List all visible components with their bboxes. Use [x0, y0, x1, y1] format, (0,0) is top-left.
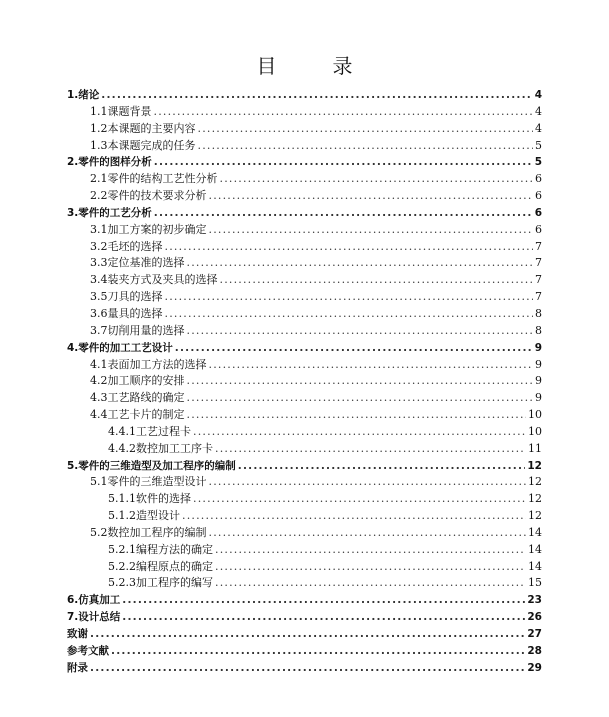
toc-entry[interactable] — [67, 87, 542, 104]
dot-leader — [209, 188, 534, 205]
toc-entry-page-number: 28 — [527, 644, 542, 657]
dot-leader — [122, 592, 525, 609]
toc-entry-label: 7.设计总结 — [67, 611, 121, 624]
toc-entry-page-number: 9 — [535, 357, 542, 371]
toc-entry-page-number: 7 — [535, 273, 542, 287]
toc-entry-label: 1.1课题背景 — [90, 104, 152, 118]
toc-entry-page-number: 4 — [535, 121, 542, 135]
toc-entry[interactable] — [67, 542, 542, 559]
dot-leader — [215, 575, 526, 592]
toc-entry-page-number: 15 — [528, 576, 542, 590]
toc-entry-page-number: 12 — [528, 475, 542, 489]
toc-entry[interactable] — [67, 171, 542, 188]
toc-entry-label: 3.6量具的选择 — [90, 306, 163, 320]
toc-entry[interactable] — [67, 424, 542, 441]
toc-entry[interactable] — [67, 660, 542, 677]
toc-entry-label: 5.2.3加工程序的编写 — [108, 576, 213, 590]
toc-entry-label: 3.2毛坯的选择 — [90, 239, 163, 253]
toc-entry[interactable] — [67, 121, 542, 138]
toc-entry-label: 3.零件的工艺分析 — [67, 206, 152, 219]
toc-entry[interactable] — [67, 154, 542, 171]
dot-leader — [165, 239, 534, 256]
toc-entry-page-number: 14 — [528, 559, 542, 573]
toc-entry[interactable] — [67, 239, 542, 256]
toc-entry-label: 1.2本课题的主要内容 — [90, 121, 196, 135]
toc-entry-label: 2.1零件的结构工艺性分析 — [90, 172, 218, 186]
toc-entry[interactable] — [67, 592, 542, 609]
dot-leader — [198, 138, 534, 155]
dot-leader — [175, 340, 533, 357]
dot-leader — [154, 104, 534, 121]
toc-entry[interactable] — [67, 306, 542, 323]
toc-entry[interactable] — [67, 575, 542, 592]
toc-entry-label: 4.2加工顺序的安排 — [90, 374, 185, 388]
toc-entry-label: 5.2数控加工程序的编制 — [90, 525, 207, 539]
toc-entry[interactable] — [67, 255, 542, 272]
toc-entry-label: 3.7切削用量的选择 — [90, 323, 185, 337]
dot-leader — [209, 357, 534, 374]
toc-entry-label: 2.零件的图样分析 — [67, 156, 152, 169]
toc-entry-page-number: 9 — [535, 374, 542, 388]
toc-entry-label: 5.2.1编程方法的确定 — [108, 542, 213, 556]
toc-entry-label: 3.4装夹方式及夹具的选择 — [90, 273, 218, 287]
toc-entry-page-number: 5 — [535, 138, 542, 152]
toc-entry[interactable] — [67, 441, 542, 458]
page-title: 目 录 — [256, 54, 371, 78]
dot-leader — [220, 171, 534, 188]
toc-entry-page-number: 14 — [528, 525, 542, 539]
dot-leader — [193, 424, 526, 441]
toc-entry[interactable] — [67, 138, 542, 155]
toc-entry-label: 4.3工艺路线的确定 — [90, 391, 185, 405]
toc-entry[interactable] — [67, 373, 542, 390]
dot-leader — [215, 542, 526, 559]
toc-entry-page-number: 10 — [528, 424, 542, 438]
toc-entry-label: 6.仿真加工 — [67, 594, 121, 607]
toc-entry-label: 参考文献 — [67, 644, 109, 657]
dot-leader — [209, 222, 534, 239]
toc-entry-page-number: 29 — [527, 661, 542, 674]
toc-entry[interactable] — [67, 407, 542, 424]
dot-leader — [122, 609, 525, 626]
dot-leader — [101, 87, 532, 104]
toc-entry[interactable] — [67, 205, 542, 222]
dot-leader — [90, 660, 525, 677]
toc-entry-page-number: 6 — [535, 172, 542, 186]
toc-entry-page-number: 7 — [535, 239, 542, 253]
toc-entry[interactable] — [67, 357, 542, 374]
toc-entry[interactable] — [67, 626, 542, 643]
toc-entry-page-number: 6 — [535, 222, 542, 236]
toc-entry-page-number: 12 — [528, 509, 542, 523]
toc-entry[interactable] — [67, 525, 542, 542]
toc-entry-label: 1.绪论 — [67, 89, 100, 101]
dot-leader — [154, 154, 533, 171]
toc-entry-page-number: 9 — [535, 391, 542, 405]
toc-entry-page-number: 27 — [527, 628, 542, 640]
dot-leader — [187, 323, 534, 340]
toc-entry-page-number: 10 — [528, 408, 542, 422]
toc-entry[interactable] — [67, 340, 542, 357]
toc-entry[interactable] — [67, 188, 542, 205]
toc-entry[interactable] — [67, 104, 542, 121]
toc-entry-page-number: 7 — [535, 290, 542, 304]
toc-entry-label: 5.零件的三维造型及加工程序的编制 — [67, 459, 236, 472]
dot-leader — [238, 458, 526, 475]
dot-leader — [187, 407, 527, 424]
toc-entry[interactable] — [67, 643, 542, 660]
toc-entry-label: 附录 — [67, 661, 88, 674]
toc-entry-page-number: 6 — [534, 206, 542, 219]
toc-entry[interactable] — [67, 609, 542, 626]
toc-entry[interactable] — [67, 458, 542, 475]
toc-entry[interactable] — [67, 272, 542, 289]
toc-entry-label: 5.2.2编程原点的确定 — [108, 559, 213, 573]
dot-leader — [182, 508, 526, 525]
dot-leader — [215, 559, 526, 576]
toc-entry-page-number: 4 — [534, 89, 542, 101]
toc-entry-page-number: 14 — [528, 542, 542, 556]
toc-entry-page-number: 12 — [527, 459, 542, 472]
dot-leader — [165, 306, 534, 323]
toc-entry-page-number: 9 — [534, 341, 542, 354]
toc-entry-label: 5.1.2造型设计 — [108, 509, 180, 523]
toc-entry[interactable] — [67, 289, 542, 306]
dot-leader — [209, 474, 527, 491]
dot-leader — [187, 390, 534, 407]
dot-leader — [220, 272, 534, 289]
dot-leader — [215, 441, 526, 458]
dot-leader — [198, 121, 534, 138]
dot-leader — [154, 205, 533, 222]
toc-entry[interactable] — [67, 222, 542, 239]
toc-entry-page-number: 23 — [527, 594, 542, 607]
dot-leader — [187, 255, 534, 272]
dot-leader — [165, 289, 534, 306]
toc-entry-label: 3.1加工方案的初步确定 — [90, 222, 207, 236]
toc-entry-page-number: 26 — [527, 611, 542, 624]
dot-leader — [90, 626, 525, 643]
toc-entry-page-number: 5 — [534, 156, 542, 169]
toc-entry-label: 5.1零件的三维造型设计 — [90, 475, 207, 489]
toc-entry-label: 4.零件的加工工艺设计 — [67, 341, 173, 354]
toc-entry[interactable] — [67, 474, 542, 491]
toc-entry-page-number: 8 — [535, 306, 542, 320]
toc-entry-page-number: 7 — [535, 256, 542, 270]
toc-entry-label: 4.4.1工艺过程卡 — [108, 424, 191, 438]
toc-entry[interactable] — [67, 390, 542, 407]
toc-entry-label: 5.1.1软件的选择 — [108, 492, 191, 506]
toc-entry-label: 3.3定位基准的选择 — [90, 256, 185, 270]
toc-entry-page-number: 6 — [535, 189, 542, 203]
toc-entry[interactable] — [67, 491, 542, 508]
table-of-contents — [67, 87, 542, 677]
dot-leader — [193, 491, 526, 508]
toc-entry-label: 4.1表面加工方法的选择 — [90, 357, 207, 371]
toc-entry[interactable] — [67, 508, 542, 525]
toc-entry-label: 3.5刀具的选择 — [90, 290, 163, 304]
toc-entry-page-number: 8 — [535, 323, 542, 337]
toc-entry-label: 4.4工艺卡片的制定 — [90, 408, 185, 422]
toc-entry-label: 致谢 — [67, 628, 88, 640]
toc-entry-label: 4.4.2数控加工工序卡 — [108, 441, 213, 455]
toc-entry-page-number: 11 — [528, 441, 542, 455]
toc-entry-page-number: 12 — [528, 492, 542, 506]
toc-entry-label: 2.2零件的技术要求分析 — [90, 189, 207, 203]
dot-leader — [209, 525, 527, 542]
dot-leader — [111, 643, 525, 660]
toc-entry-label: 1.3本课题完成的任务 — [90, 138, 196, 152]
dot-leader — [187, 373, 534, 390]
toc-entry[interactable] — [67, 323, 542, 340]
toc-entry[interactable] — [67, 559, 542, 576]
toc-entry-page-number: 4 — [535, 104, 542, 118]
